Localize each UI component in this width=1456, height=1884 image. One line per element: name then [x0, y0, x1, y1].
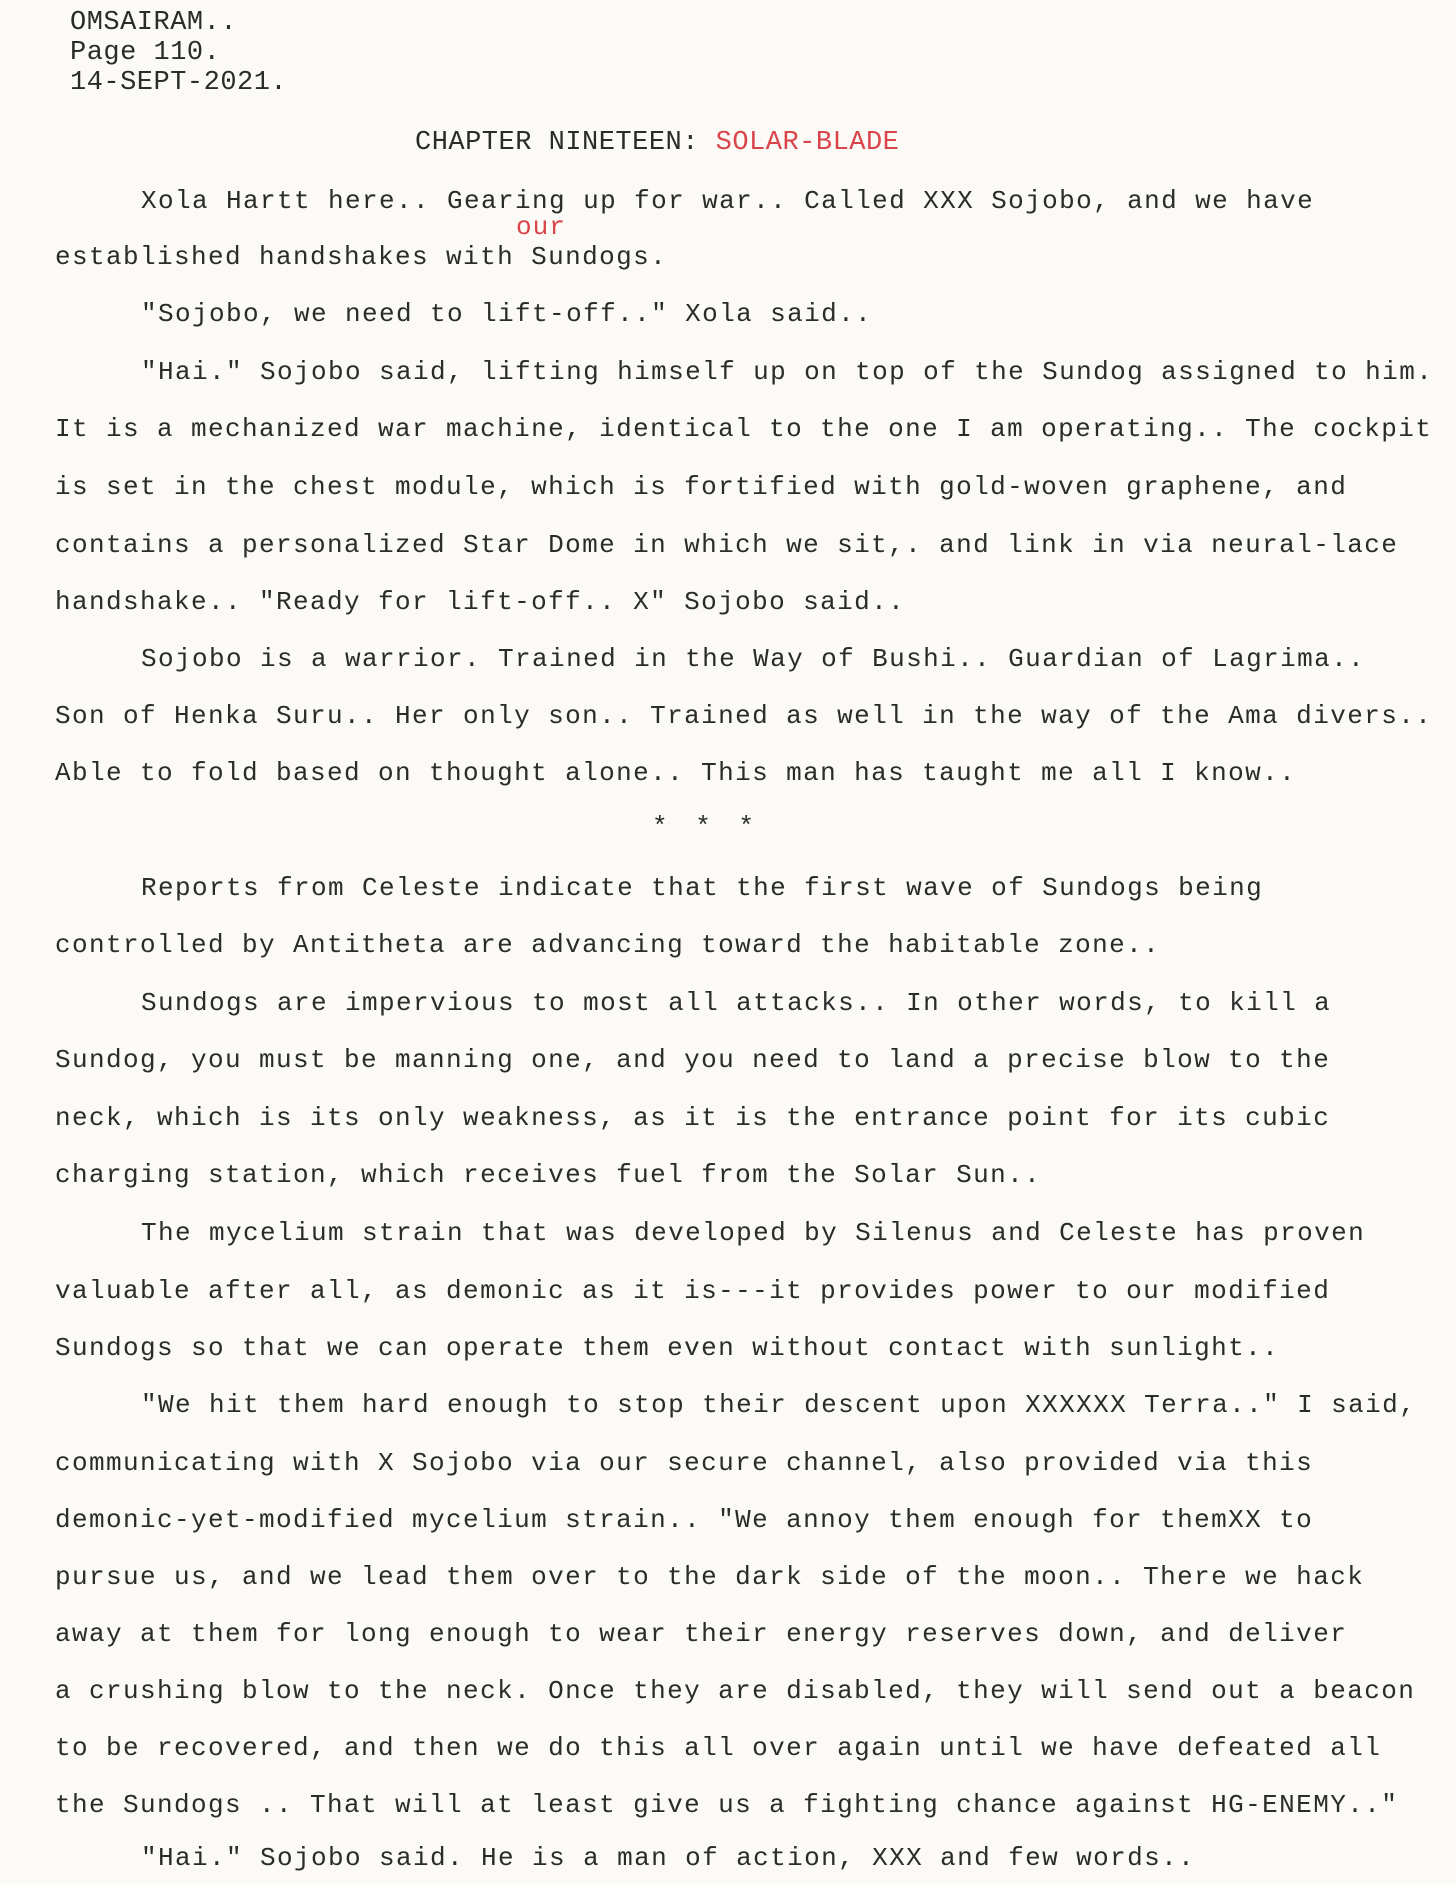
chapter-number: CHAPTER NINETEEN:: [415, 128, 716, 158]
handwritten-insertion: our: [516, 212, 566, 242]
text-line: away at them for long enough to wear their energy reserves down, and deliver: [55, 1619, 1348, 1649]
text-line: contains a personalized Star Dome in which we sit,. and link in via neural-lace: [55, 530, 1399, 560]
page-number: Page 110.: [70, 38, 221, 68]
text-line: Sojobo is a warrior. Trained in the Way of Bushi.. Guardian of Lagrima..: [141, 644, 1366, 674]
chapter-title: SOLAR-BLADE: [715, 128, 900, 158]
text-line: neck, which is its only weakness, as it is the entrance point for its cubic: [55, 1103, 1331, 1133]
text-line: Able to fold based on thought alone.. This man has taught me all I know..: [55, 758, 1297, 788]
text-line: Sundogs are impervious to most all attacks.. In other words, to kill a: [141, 988, 1332, 1018]
section-separator: * * *: [652, 812, 761, 842]
text-line: "Hai." Sojobo said. He is a man of action, XXX and few words..: [141, 1843, 1196, 1873]
text-line: communicating with X Sojobo via our secure channel, also provided via this: [55, 1448, 1314, 1478]
text-line: Reports from Celeste indicate that the first wave of Sundogs being: [141, 873, 1264, 903]
text-line: charging station, which receives fuel from the Solar Sun..: [55, 1160, 1042, 1190]
page-header: [70, 8, 287, 98]
text-line: The mycelium strain that was developed by Silenus and Celeste has proven: [141, 1218, 1366, 1248]
text-line: valuable after all, as demonic as it is---it provides power to our modified: [55, 1276, 1331, 1306]
text-line: to be recovered, and then we do this all over again until we have defeated all: [55, 1733, 1382, 1763]
text-line: established handshakes with Sundogs.: [55, 242, 668, 272]
text-line: handshake.. "Ready for lift-off.. X" Sojobo said..: [55, 587, 906, 617]
chapter-heading: [415, 128, 899, 158]
text-line: the Sundogs .. That will at least give us a fighting chance against HG-ENEMY..": [55, 1790, 1399, 1820]
text-line: demonic-yet-modified mycelium strain.. "We annoy them enough for themXX to: [55, 1505, 1314, 1535]
text-line: Xola Hartt here.. Gearing up for war.. Called XXX Sojobo, and we have: [141, 186, 1315, 216]
text-line: Sundogs so that we can operate them even without contact with sunlight..: [55, 1333, 1280, 1363]
text-line: controlled by Antitheta are advancing toward the habitable zone..: [55, 930, 1161, 960]
text-line: "Hai." Sojobo said, lifting himself up on top of the Sundog assigned to him.: [141, 357, 1434, 387]
text-line: "We hit them hard enough to stop their descent upon XXXXXX Terra.." I said,: [141, 1390, 1417, 1420]
text-line: Son of Henka Suru.. Her only son.. Trained as well in the way of the Ama divers..: [55, 701, 1433, 731]
text-line: a crushing blow to the neck. Once they are disabled, they will send out a beacon: [55, 1676, 1416, 1706]
text-line: pursue us, and we lead them over to the dark side of the moon.. There we hack: [55, 1562, 1365, 1592]
text-line: It is a mechanized war machine, identical to the one I am operating.. The cockpit: [55, 414, 1433, 444]
page-date: 14-SEPT-2021.: [70, 68, 288, 98]
text-line: Sundog, you must be manning one, and you need to land a precise blow to the: [55, 1045, 1331, 1075]
text-line: is set in the chest module, which is fortified with gold-woven graphene, and: [55, 472, 1348, 502]
header-invocation: OMSAIRAM..: [70, 8, 238, 38]
text-line: "Sojobo, we need to lift-off.." Xola said..: [141, 299, 873, 329]
